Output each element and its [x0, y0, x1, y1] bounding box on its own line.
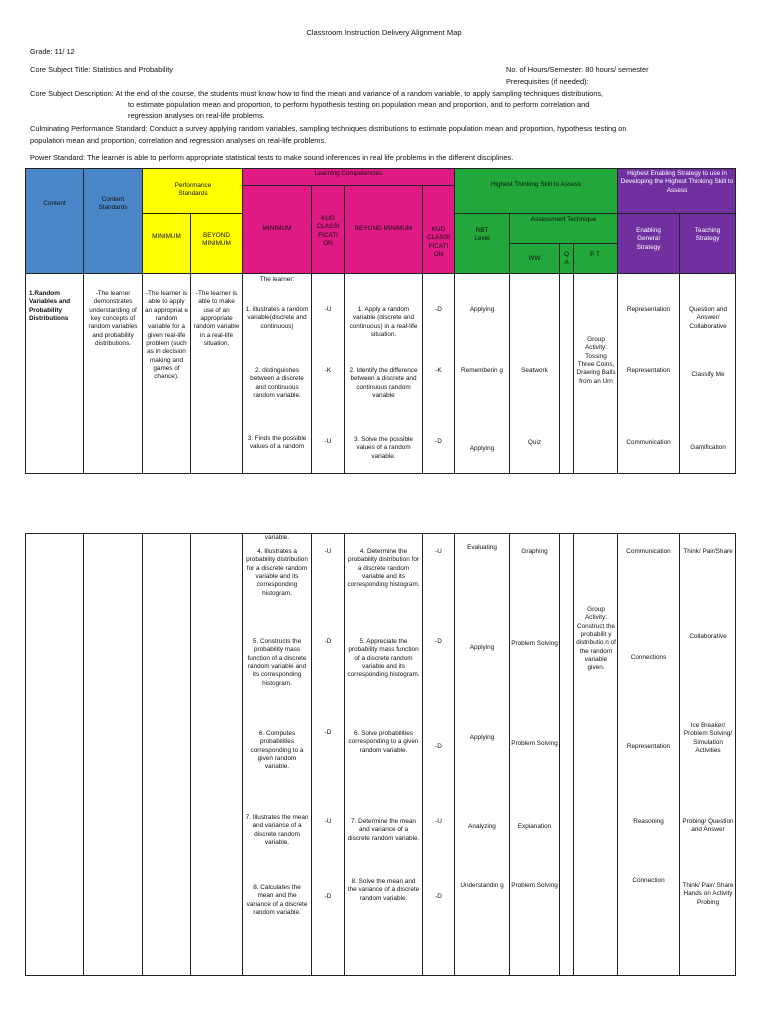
lc-minimum-cell: 8. Calculates the mean and the variance of a discrete random variable.	[246, 884, 308, 916]
teaching-strategy-cell: Ice Breaker/ Problem Solving/ Simulation Activities	[683, 722, 733, 754]
description-line: regression analyses on real-life problems.	[128, 111, 265, 120]
ww-cell: Explanation	[517, 823, 552, 830]
rbt-cell: Analyzing	[468, 823, 496, 830]
content-cell: 1.Random Variables and Probability Distributions	[29, 290, 71, 322]
enabling-general-cell: Connection	[632, 877, 665, 884]
rbt-cell: Evaluating	[467, 544, 497, 551]
ww-cell: Seatwork	[521, 367, 548, 374]
kud-cell: -D	[324, 893, 332, 900]
kud-cell: -D	[324, 729, 332, 736]
label-rbt: RBT Level	[474, 227, 490, 243]
rbt-cell: Applying	[469, 734, 495, 741]
enabling-general-cell: Communication	[626, 548, 671, 555]
lc-beyond-cell: 3. Solve the possible values of a random variable.	[354, 436, 413, 460]
label-enabling-general: Enabling General Strategy	[636, 227, 661, 251]
lc-minimum-cell: 1. illustrates a random variable(discrete and continuous)	[245, 306, 309, 330]
ww-cell: Graphing	[521, 548, 548, 555]
kud-cell: -U	[324, 306, 332, 313]
lc-minimum-cell: 6. Computes probabilities corresponding to a given random variable.	[250, 730, 304, 771]
label-ww: WW	[528, 255, 541, 262]
label-highest-thinking: Highest Thinking Skill to Assess	[490, 181, 582, 188]
rbt-cell: Applying	[469, 445, 495, 452]
label-highest-enabling: Highest Enabling Strategy to use in Developing the Highest Thinking Skill to Assess	[620, 170, 734, 194]
lc-beyond-cell: 5. Appreciate the probability mass function of a discrete random variable and its corresponding histogram.	[347, 638, 420, 679]
pt-activity-cell: Group Activity: Construct the probabilit y distributio n of the random variable given.	[576, 606, 616, 672]
kud-cell: -U	[435, 548, 442, 555]
pt-activity-cell: Group Activity: Tossing Three Coins, Drawing Balls from an Urn	[576, 336, 616, 385]
label-perf-minimum: MINIMUM	[152, 233, 181, 240]
perf-minimum-cell: -The learner is able to apply an appropriat e random variable for a given real-life problem (such as in decision making and games of chance).	[145, 290, 188, 381]
ww-cell: Problem Solving	[511, 640, 558, 647]
lc-beyond-cell: 2. Identify the difference between a discrete and continuous random variable	[349, 367, 418, 399]
description-line: Core Subject Description: At the end of the course, the students must know how to find the mean and variance of a random variable, to apply sampling techniques distributions,	[30, 89, 604, 98]
label-qa: Q A	[564, 251, 569, 267]
enabling-general-cell: Representation	[626, 367, 671, 374]
kud-cell: -D	[435, 306, 442, 313]
power-standard: Power Standard: The learner is able to perform appropriate statistical tests to make sound inferences in real life problems in the different disciplines.	[30, 153, 514, 162]
label-kud1: KUD CLASSI FICATI ON	[316, 215, 340, 247]
enabling-general-cell: Connections	[630, 654, 667, 661]
rbt-cell: Applying	[469, 644, 495, 651]
lc-minimum-cell: 5. Constructs the probability mass function of a discrete random variable and its corresponding histogram.	[247, 638, 307, 687]
lc-minimum-cell: 4. Illustrates a probability distribution for a discrete random variable and its corresponding histogram.	[246, 548, 308, 597]
rbt-cell: Rememberin g	[461, 367, 503, 374]
teaching-strategy-cell: Probing/ Question and Answer	[682, 818, 734, 834]
kud-cell: -U	[435, 818, 442, 825]
kud-cell: -D	[324, 638, 332, 645]
subject-title: Core Subject Title: Statistics and Probability	[30, 65, 173, 74]
teaching-strategy-cell: Gamification	[690, 444, 726, 451]
description-line: to estimate population mean and proportion, to perform hypothesis testing on population mean and proportion, and to perform correlation and	[128, 100, 590, 109]
label-assessment: Assessment Technique	[530, 216, 597, 223]
lc-minimum-cell: 2. distinguishes between a discrete and continuous random variable.	[250, 367, 304, 399]
label-pt: P T	[590, 251, 600, 258]
header-highest-thinking	[454, 168, 618, 214]
label-teaching-strategy: Teaching Strategy	[694, 227, 721, 243]
kud-cell: -K	[435, 367, 442, 374]
enabling-general-cell: Representation	[626, 306, 671, 313]
kud-cell: -U	[324, 548, 332, 555]
label-perf-beyond: BEYOND MINIMUM	[202, 232, 231, 248]
lc-beyond-cell: 7. Determine the mean and variance of a discrete random variable.	[347, 818, 420, 842]
lc-beyond-cell: 1. Apply a random variable (discrete and continuous) in a real-life situation.	[349, 306, 418, 338]
enabling-general-cell: Communication	[626, 439, 671, 446]
header-content-standards	[83, 168, 143, 274]
kud-cell: -D	[435, 438, 442, 445]
ww-cell: Quiz	[527, 439, 542, 446]
header-perf-minimum	[142, 213, 191, 274]
hours-label: No. of Hours/Semester: 80 hours/ semester	[506, 65, 649, 74]
label-content-standards: Content Standards	[98, 196, 128, 212]
label-performance-standards: Performance Standards	[174, 182, 212, 198]
teaching-strategy-cell: Think/ Pair/ Share Hands on Activity Probing	[682, 882, 734, 906]
enabling-general-cell: Representation	[626, 743, 671, 750]
kud-cell: -D	[435, 893, 442, 900]
culminating-standard: Culminating Performance Standard: Conduct a survey applying random variables, sampling techniques distributions to estimate population mean and proportion, hypothesis testing on	[30, 124, 627, 133]
label-lc-minimum: MINIMUM	[262, 225, 292, 232]
doc-title: Classroom Instruction Delivery Alignment Map	[306, 28, 462, 37]
prereq-label: Prerequisites (if needed):	[506, 77, 589, 86]
kud-cell: -D	[435, 743, 442, 750]
kud-cell: -U	[324, 438, 332, 445]
ww-cell: Problem Solving	[511, 882, 558, 889]
ww-cell: Problem Solving	[511, 740, 558, 747]
teaching-strategy-cell: Question and Answer/ Collaborative	[688, 306, 728, 330]
label-lc-beyond: BEYOND MINIMUM	[354, 225, 413, 232]
teaching-strategy-cell: Think/ Pair/Share	[683, 548, 733, 555]
teaching-strategy-cell: Collaborative	[689, 633, 727, 640]
carryover-text: variable.	[264, 534, 290, 541]
label-kud2: KUD CLASSI FICATI ON	[427, 226, 450, 258]
teaching-strategy-cell: Classify Me	[691, 371, 725, 378]
lc-minimum-cell: 3. Finds the possible values of a random	[247, 435, 307, 451]
label-content: Content	[43, 200, 66, 207]
header-content	[25, 168, 84, 274]
perf-beyond-cell: -The learner is able to make use of an appropriate random variable in a real-life situation.	[193, 290, 240, 347]
rbt-cell: Understandin g	[460, 882, 504, 889]
kud-cell: -U	[324, 818, 332, 825]
content-standard-cell: -The learner demonstrates understanding of key concepts of random variables and probability distributions.	[88, 290, 138, 347]
rbt-cell: Applying	[469, 306, 495, 313]
learners-label: The learner:	[259, 276, 295, 283]
lc-beyond-cell: 8. Solve the mean and the variance of a discrete random variable.	[347, 878, 420, 902]
kud-cell: -D	[435, 638, 442, 645]
lc-minimum-cell: 7. Illustrates the mean and variance of a discrete random variable.	[245, 814, 309, 846]
label-learning-competencies: Learning Competencies	[314, 170, 383, 177]
lc-beyond-cell: 4. Determine the probability distribution for a discrete random variable and its corresponding histogram.	[347, 548, 420, 589]
lc-beyond-cell: 6. Solve probabilities corresponding to a given random variable.	[348, 730, 419, 754]
culminating-standard: population mean and proportion, correlation and regression analyses on real-life problems.	[30, 136, 327, 145]
enabling-general-cell: Reasoning	[633, 818, 664, 825]
kud-cell: -K	[324, 367, 332, 374]
grade-label: Grade: 11/ 12	[30, 47, 75, 56]
